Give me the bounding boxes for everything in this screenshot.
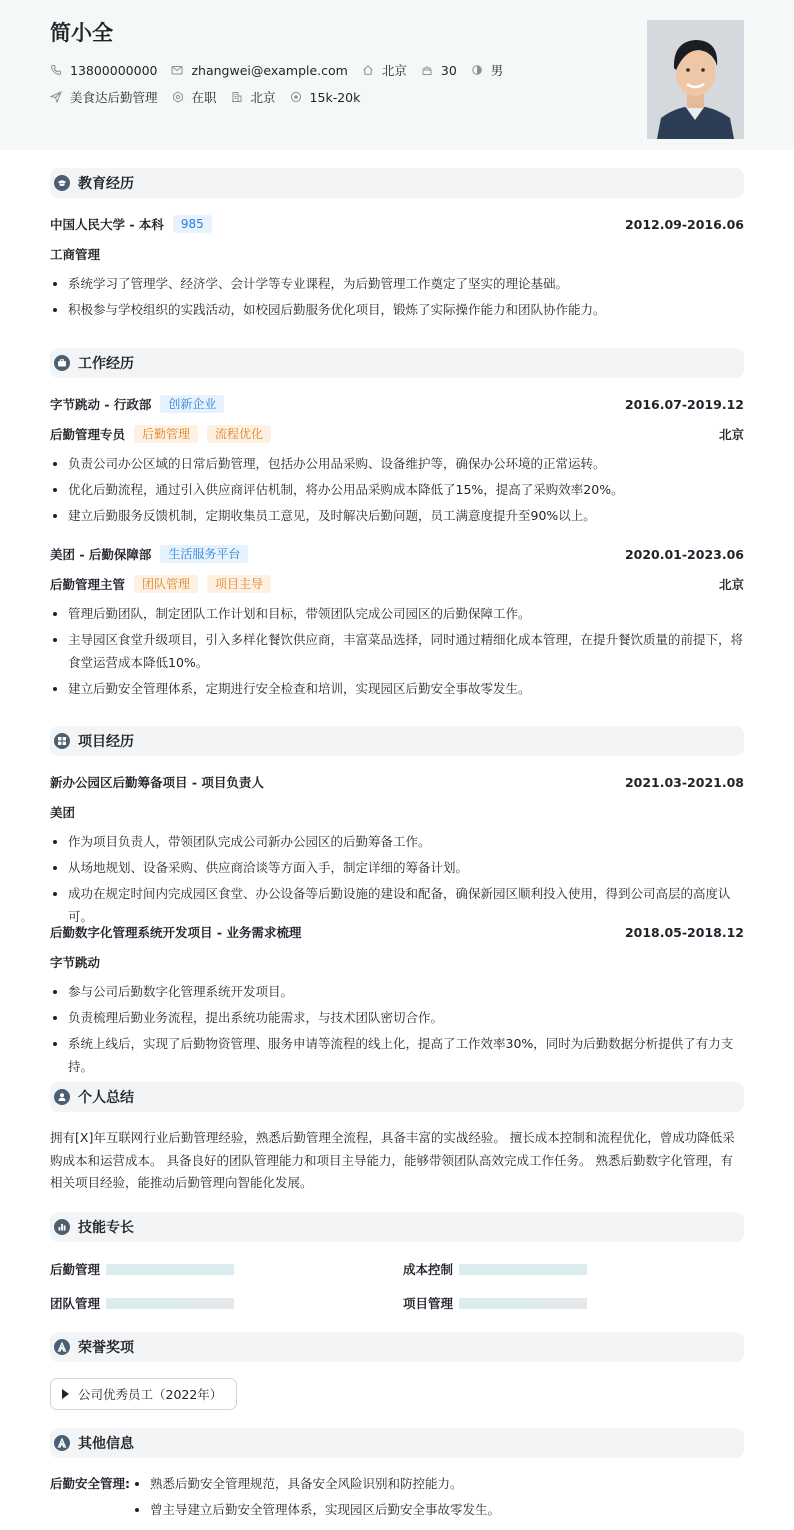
location-info xyxy=(362,61,407,79)
project-org: 字节跳动 xyxy=(50,955,101,970)
skill-level-fill xyxy=(459,1264,587,1275)
contact-row xyxy=(50,61,517,79)
other-label: 后勤安全管理: xyxy=(50,1476,130,1491)
skills-header xyxy=(50,1212,744,1242)
location-text: 北京 xyxy=(381,63,407,78)
project-2-head xyxy=(50,922,744,942)
skill-name: 成本控制 xyxy=(403,1262,454,1277)
job-date: 2020.01-2023.06 xyxy=(624,546,744,562)
major-name: 工商管理 xyxy=(50,247,101,262)
other-header xyxy=(50,1428,744,1458)
skill-item xyxy=(50,1260,234,1278)
project-section xyxy=(50,726,744,1074)
list-item: 系统上线后，实现了后勤物资管理、服务申请等流程的线上化，提高了工作效率30%，同时为后勤数据分析提供了有力支持。 xyxy=(50,1033,744,1078)
section-title: 技能专长 xyxy=(78,1220,134,1236)
project-header xyxy=(50,726,744,756)
job-city: 北京 xyxy=(718,577,744,592)
job-date: 2016.07-2019.12 xyxy=(624,396,744,412)
job-city: 北京 xyxy=(718,427,744,442)
list-item: 成功在规定时间内完成园区食堂、办公设备等后勤设施的建设和配备，确保新园区顺利投入使用，得到公司高层的高度认可。 xyxy=(50,883,744,928)
list-item: 曾主导建立后勤安全管理体系，实现园区后勤安全事故零发生。 xyxy=(132,1499,744,1522)
age-text: 30 xyxy=(440,62,457,78)
candidate-name: 简小全 xyxy=(50,21,113,45)
job-1-role xyxy=(50,424,744,444)
company-name: 字节跳动 - 行政部 xyxy=(50,397,152,412)
skill-bar xyxy=(106,1298,234,1309)
awards-section xyxy=(50,1332,744,1402)
education-date: 2012.09-2016.06 xyxy=(624,216,744,232)
building-icon xyxy=(231,91,243,103)
profile-photo xyxy=(647,20,744,139)
education-section xyxy=(50,168,744,317)
gender-text: 男 xyxy=(490,63,504,78)
gender-icon xyxy=(471,64,483,76)
list-item: 熟悉后勤安全管理规范，具备安全风险识别和防控能力。 xyxy=(132,1473,744,1496)
skill-level-fill xyxy=(106,1298,189,1309)
education-header xyxy=(50,168,744,198)
project-1-bullets xyxy=(50,831,744,932)
skills-section xyxy=(50,1212,744,1311)
project-date: 2018.05-2018.12 xyxy=(624,924,744,940)
email-text: zhangwei@example.com xyxy=(191,62,348,78)
skill-name: 后勤管理 xyxy=(50,1262,101,1277)
job-intent-row xyxy=(50,88,374,106)
phone-icon xyxy=(50,64,62,76)
job-2-head xyxy=(50,544,744,564)
play-triangle-icon xyxy=(62,1389,69,1399)
other-section xyxy=(50,1428,744,1517)
summary-section xyxy=(50,1082,744,1190)
education-entry-head xyxy=(50,214,744,234)
project-org: 美团 xyxy=(50,805,76,820)
awards-header xyxy=(50,1332,744,1362)
list-item: 主导园区食堂升级项目，引入多样化餐饮供应商，丰富菜品选择，同时通过精细化成本管理，在提升餐饮质量的前提下，将食堂运营成本降低10%。 xyxy=(50,629,744,674)
section-title: 工作经历 xyxy=(78,356,134,372)
home-icon xyxy=(362,64,374,76)
role-tag: 流程优化 xyxy=(207,425,271,443)
section-title: 其他信息 xyxy=(78,1436,134,1452)
cake-icon xyxy=(421,64,433,76)
send-icon xyxy=(50,91,62,103)
skill-item xyxy=(403,1294,587,1312)
section-title: 个人总结 xyxy=(78,1090,134,1106)
major-row xyxy=(50,244,744,264)
school-name: 中国人民大学 - 本科 xyxy=(50,217,164,232)
grid-icon xyxy=(54,733,70,749)
skill-bar xyxy=(459,1264,587,1275)
info-icon xyxy=(54,1435,70,1451)
work-section xyxy=(50,348,744,696)
project-2-bullets xyxy=(50,981,744,1082)
project-name: 后勤数字化管理系统开发项目 - 业务需求梳理 xyxy=(50,925,302,940)
skill-name: 团队管理 xyxy=(50,1296,101,1311)
briefcase-icon xyxy=(54,355,70,371)
email-info xyxy=(171,63,347,78)
award-item[interactable] xyxy=(50,1378,237,1410)
target-city-info xyxy=(231,88,276,106)
skill-bar xyxy=(106,1264,234,1275)
section-title: 项目经历 xyxy=(78,734,134,750)
phone-text: 13800000000 xyxy=(70,62,158,78)
summary-header xyxy=(50,1082,744,1112)
list-item: 参与公司后勤数字化管理系统开发项目。 xyxy=(50,981,744,1004)
role-name: 后勤管理专员 xyxy=(50,427,126,442)
project-1-org xyxy=(50,802,744,822)
job-2-role xyxy=(50,574,744,594)
job-2-bullets xyxy=(50,603,744,704)
role-tag: 团队管理 xyxy=(134,575,198,593)
skill-name: 项目管理 xyxy=(403,1296,454,1311)
salary-text: 15k-20k xyxy=(309,89,361,105)
work-header xyxy=(50,348,744,378)
skill-bar xyxy=(459,1298,587,1309)
list-item: 负责公司办公区域的日常后勤管理，包括办公用品采购、设备维护等，确保办公环境的正常运转。 xyxy=(50,453,744,476)
list-item: 系统学习了管理学、经济学、会计学等专业课程，为后勤管理工作奠定了坚实的理论基础。 xyxy=(50,273,744,296)
skill-item xyxy=(50,1294,234,1312)
project-1-head xyxy=(50,772,744,792)
phone-info xyxy=(50,63,157,78)
list-item: 建立后勤安全管理体系，定期进行安全检查和培训，实现园区后勤安全事故零发生。 xyxy=(50,678,744,701)
skill-level-fill xyxy=(106,1264,234,1275)
role-name: 后勤管理主管 xyxy=(50,577,126,592)
company-name: 美团 - 后勤保障部 xyxy=(50,547,152,562)
gender-info xyxy=(471,61,504,79)
school-tag: 985 xyxy=(173,215,212,233)
user-icon xyxy=(54,1089,70,1105)
salary-info xyxy=(290,90,361,105)
section-title: 教育经历 xyxy=(78,176,134,192)
list-item: 负责梳理后勤业务流程，提出系统功能需求，与技术团队密切合作。 xyxy=(50,1007,744,1030)
target-city-text: 北京 xyxy=(250,90,276,105)
other-bullets xyxy=(132,1473,744,1525)
job-1-bullets xyxy=(50,453,744,531)
job-1-head xyxy=(50,394,744,414)
mail-icon xyxy=(171,64,183,76)
project-date: 2021.03-2021.08 xyxy=(624,774,744,790)
status-icon xyxy=(172,91,184,103)
skill-item xyxy=(403,1260,587,1278)
project-name: 新办公园区后勤筹备项目 - 项目负责人 xyxy=(50,775,264,790)
list-item: 从场地规划、设备采购、供应商洽谈等方面入手，制定详细的筹备计划。 xyxy=(50,857,744,880)
project-2-org xyxy=(50,952,744,972)
bar-chart-icon xyxy=(54,1219,70,1235)
list-item: 积极参与学校组织的实践活动，如校园后勤服务优化项目，锻炼了实际操作能力和团队协作能力。 xyxy=(50,299,744,322)
list-item: 管理后勤团队，制定团队工作计划和目标，带领团队完成公司园区的后勤保障工作。 xyxy=(50,603,744,626)
coin-icon xyxy=(290,91,302,103)
section-title: 荣誉奖项 xyxy=(78,1340,134,1356)
education-bullets xyxy=(50,273,744,325)
award-icon xyxy=(54,1339,70,1355)
resume-header xyxy=(0,0,794,150)
status-info xyxy=(172,88,217,106)
target-position-text: 美食达后勤管理 xyxy=(70,90,158,105)
graduation-cap-icon xyxy=(54,175,70,191)
skill-level-fill xyxy=(459,1298,542,1309)
list-item: 优化后勤流程，通过引入供应商评估机制，将办公用品采购成本降低了15%，提高了采购效率20%。 xyxy=(50,479,744,502)
award-text: 公司优秀员工（2022年） xyxy=(78,1387,223,1402)
role-tag: 后勤管理 xyxy=(134,425,198,443)
age-info xyxy=(421,63,457,78)
status-text: 在职 xyxy=(191,90,217,105)
target-position-info xyxy=(50,88,158,106)
company-tag: 生活服务平台 xyxy=(160,545,248,563)
list-item: 作为项目负责人，带领团队完成公司新办公园区的后勤筹备工作。 xyxy=(50,831,744,854)
summary-text: 拥有[X]年互联网行业后勤管理经验，熟悉后勤管理全流程，具备丰富的实战经验。 擅长成本控制和流程优化，曾成功降低采购成本和运营成本。 具备良好的团队管理能力和项目主导能力，能够带领团队高效完成工作任务。 熟悉后勤数字化管理，有相关项目经验，能推动后勤管理向智能化发展。 xyxy=(50,1130,735,1190)
role-tag: 项目主导 xyxy=(207,575,271,593)
list-item: 建立后勤服务反馈机制，定期收集员工意见，及时解决后勤问题，员工满意度提升至90%以上。 xyxy=(50,505,744,528)
company-tag: 创新企业 xyxy=(160,395,224,413)
